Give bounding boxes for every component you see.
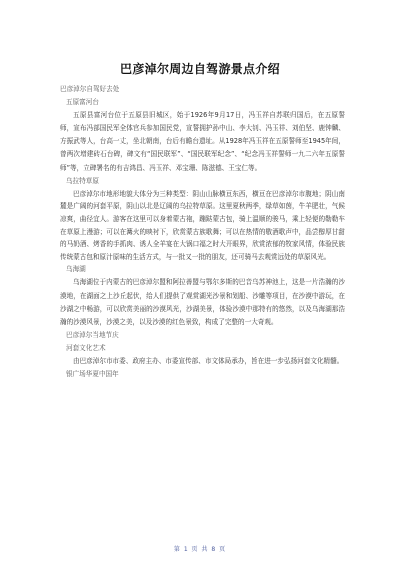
section-heading: 巴彦淖尔当地节庆 [66,330,119,339]
section-heading: 五原富河台 [66,98,99,107]
section-heading: 乌拉特草原 [66,176,99,185]
document-content [60,83,345,381]
section-heading: 河套文化艺术 [66,343,106,352]
section-heading: 乌海湖 [66,265,86,274]
page-number: 第 1 页 共 8 页 [173,546,227,553]
section-paragraph: 巴彦淖尔市地形地貌大体分为三种类型：阴山山脉横亘东西，横亘在巴彦淖尔市腹地；阴山南麓是广阔的河套平原，阴山以北是辽阔的乌拉特草原。这里夏秋两季，绿草如茵，牛羊肥壮，气候凉爽，曲径宜人。游客在这里可以身着蒙古袍，蹦跶蒙古包，骑上温顺的骏马，乘上轻便的勒勒车在草原上漫游；可以在篝火的映衬下，欣赏蒙古族歌舞；可以在热情的敬酒歌声中，品尝醇厚甘甜的马奶酒、烤香的手抓肉、诱人全羊宴在大锅口福之时大开眼界，欣赏浓郁的牧家风情，体验民族传统蒙古包和原汁原味的生活方式，与一批又一批的朋友，还可骑马去观赏远处的草原风光。 [60,189,345,261]
page-footer [0,544,400,553]
document-title: 巴彦淖尔周边自驾游景点介绍 [120,62,280,76]
section-paragraph: 乌海湖位于内蒙古的巴彦淖尔盟和阿拉善盟与鄂尔多斯的巴音乌苏神池上，这是一片浩瀚的沙漠地，在湖面之上沙丘起伏，给人们提供了观赏湖光沙景和划船、沙雕等项目，在沙漠中游玩，在沙湖之中畅游，可以欣赏美丽的沙漠风光，沙湖美景，体验沙漠中那特有的悠然，以及乌海湖那浩瀚的沙漠风景，沙漠之美，以及沙漠的红色景致，构成了完整的一大奇观。 [60,278,345,326]
section-paragraph: 由巴彦淖尔市市委、政府主办、市委宣传部、市文体局承办，旨在进一步弘扬河套文化精髓。 [73,356,344,365]
section-heading: 银广场华夏中国年 [66,370,119,379]
section-paragraph: 五原县富河台位于五原县旧城区，始于1926年9月17日，冯玉祥自苏联归国后，在五原誓师，宣布冯部国民军全体官兵参加国民党，宣誓拥护孙中山、李大钊、冯玉祥、刘伯坚、鹿钟麟、方振武等人，台高一丈，坐北朝南，台后有瞻台遗址。从1928年冯玉祥在五原誓师至1945年间，曾两次增建砖石台碑，碑文有“国民联军”、“国民联军纪念”、“纪念冯玉祥誓师一九二六年五原誓师”等，立碑署名的有吉鸿昌、冯玉祥、邓宝珊、陈滋德、王宝仁等。 [60,111,345,172]
section-subtitle: 巴彦淖尔自驾好去处 [60,85,120,93]
